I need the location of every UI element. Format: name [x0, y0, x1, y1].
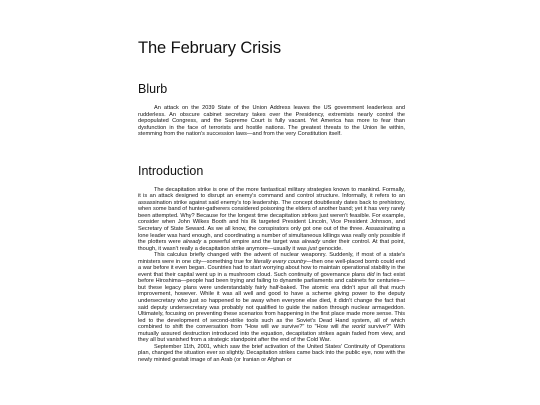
introduction-heading: Introduction [138, 163, 204, 178]
introduction-paragraph-1: The decapitation strike is one of the more fantastical military strategies known to mankind. Formally, it is an attack designed to disrupt an enemy's command and control structure. Informally, it refers to an assassination strike against said enemy's top leadership. The concept doubtlessly dates back to prehistory, when some band of hunter-gatherers considered poisoning the elders of another band; yet it has very rarely been attempted. Why? Because for the longest time decapitation strikes just weren't feasible. For example, consider when John Wilkes Booth and his ilk targeted President Lincoln, Vice President Johnson, and Secretary of State Seward. As we all know, the conspirators only got one out of the three. Assassinating a lone leader was hard enough, and coordinating a number of simultaneous killings was really only possible if the plotters were already a powerful empire and the target was already under their control. At that point, though, it wasn't really a decapitation strike anymore—usually it was just genocide. [138, 186, 405, 252]
blurb-paragraph: An attack on the 2039 State of the Union Address leaves the US government leaderless and rudderless. An obscure cabinet secretary takes over the Presidency, extremists nearly control the depopulated Congress, and the Supreme Court is fully vacant. Yet America has more to fear than dysfunction in the face of terrorists and hostile nations. The greatest threats to the Union lie within, stemming from the nation's succession laws—and from the very Constitution itself. [138, 105, 405, 138]
blurb-section [138, 82, 405, 138]
introduction-paragraph-3: September 11th, 2001, which saw the brief activation of the United States' Continuity of Operations plan, changed the situation ever so slightly. Decapitation strikes came back into the public eye, now with the newly minted gestalt image of an Arab (or Iranian or Afghan or [138, 343, 405, 363]
blurb-heading: Blurb [138, 82, 168, 96]
document-body [138, 38, 405, 364]
introduction-section [138, 164, 405, 364]
introduction-paragraph-2: This calculus briefly changed with the advent of nuclear weaponry. Suddenly, if most of a state's ministers were in one city—something true for literally every country—then one well-placed bomb could end a war before it even began. Countries had to start worrying about how to maintain operational stability in the event that their capital went up in a mushroom cloud. Such continuity of governance plans did in fact exist before Hiroshima—people had been trying and failing to dynamite parliaments and cabinets for centuries—but these legacy plans were understandably fairly half-baked. The atomic era didn't spur all that much improvement, however. While it was all well and good to have a scheme giving power to the deputy undersecretary who just so happened to be away when everyone else died, it didn't change the fact that said deputy undersecretary was probably not qualified to guide the nation through nuclear armageddon. Ultimately, focusing on preventing these scenarios from happening in the first place made more sense. This led to the development of second-strike tools such as the Soviet's Dead Hand system, all of which combined to shift the conversation from "How will we survive?" to "How will the world survive?" With mutually assured destruction introduced into the equation, decapitation strikes again faded from view, and they all but vanished from a strategic standpoint after the end of the Cold War. [138, 252, 405, 344]
document-title: The February Crisis [138, 39, 281, 57]
